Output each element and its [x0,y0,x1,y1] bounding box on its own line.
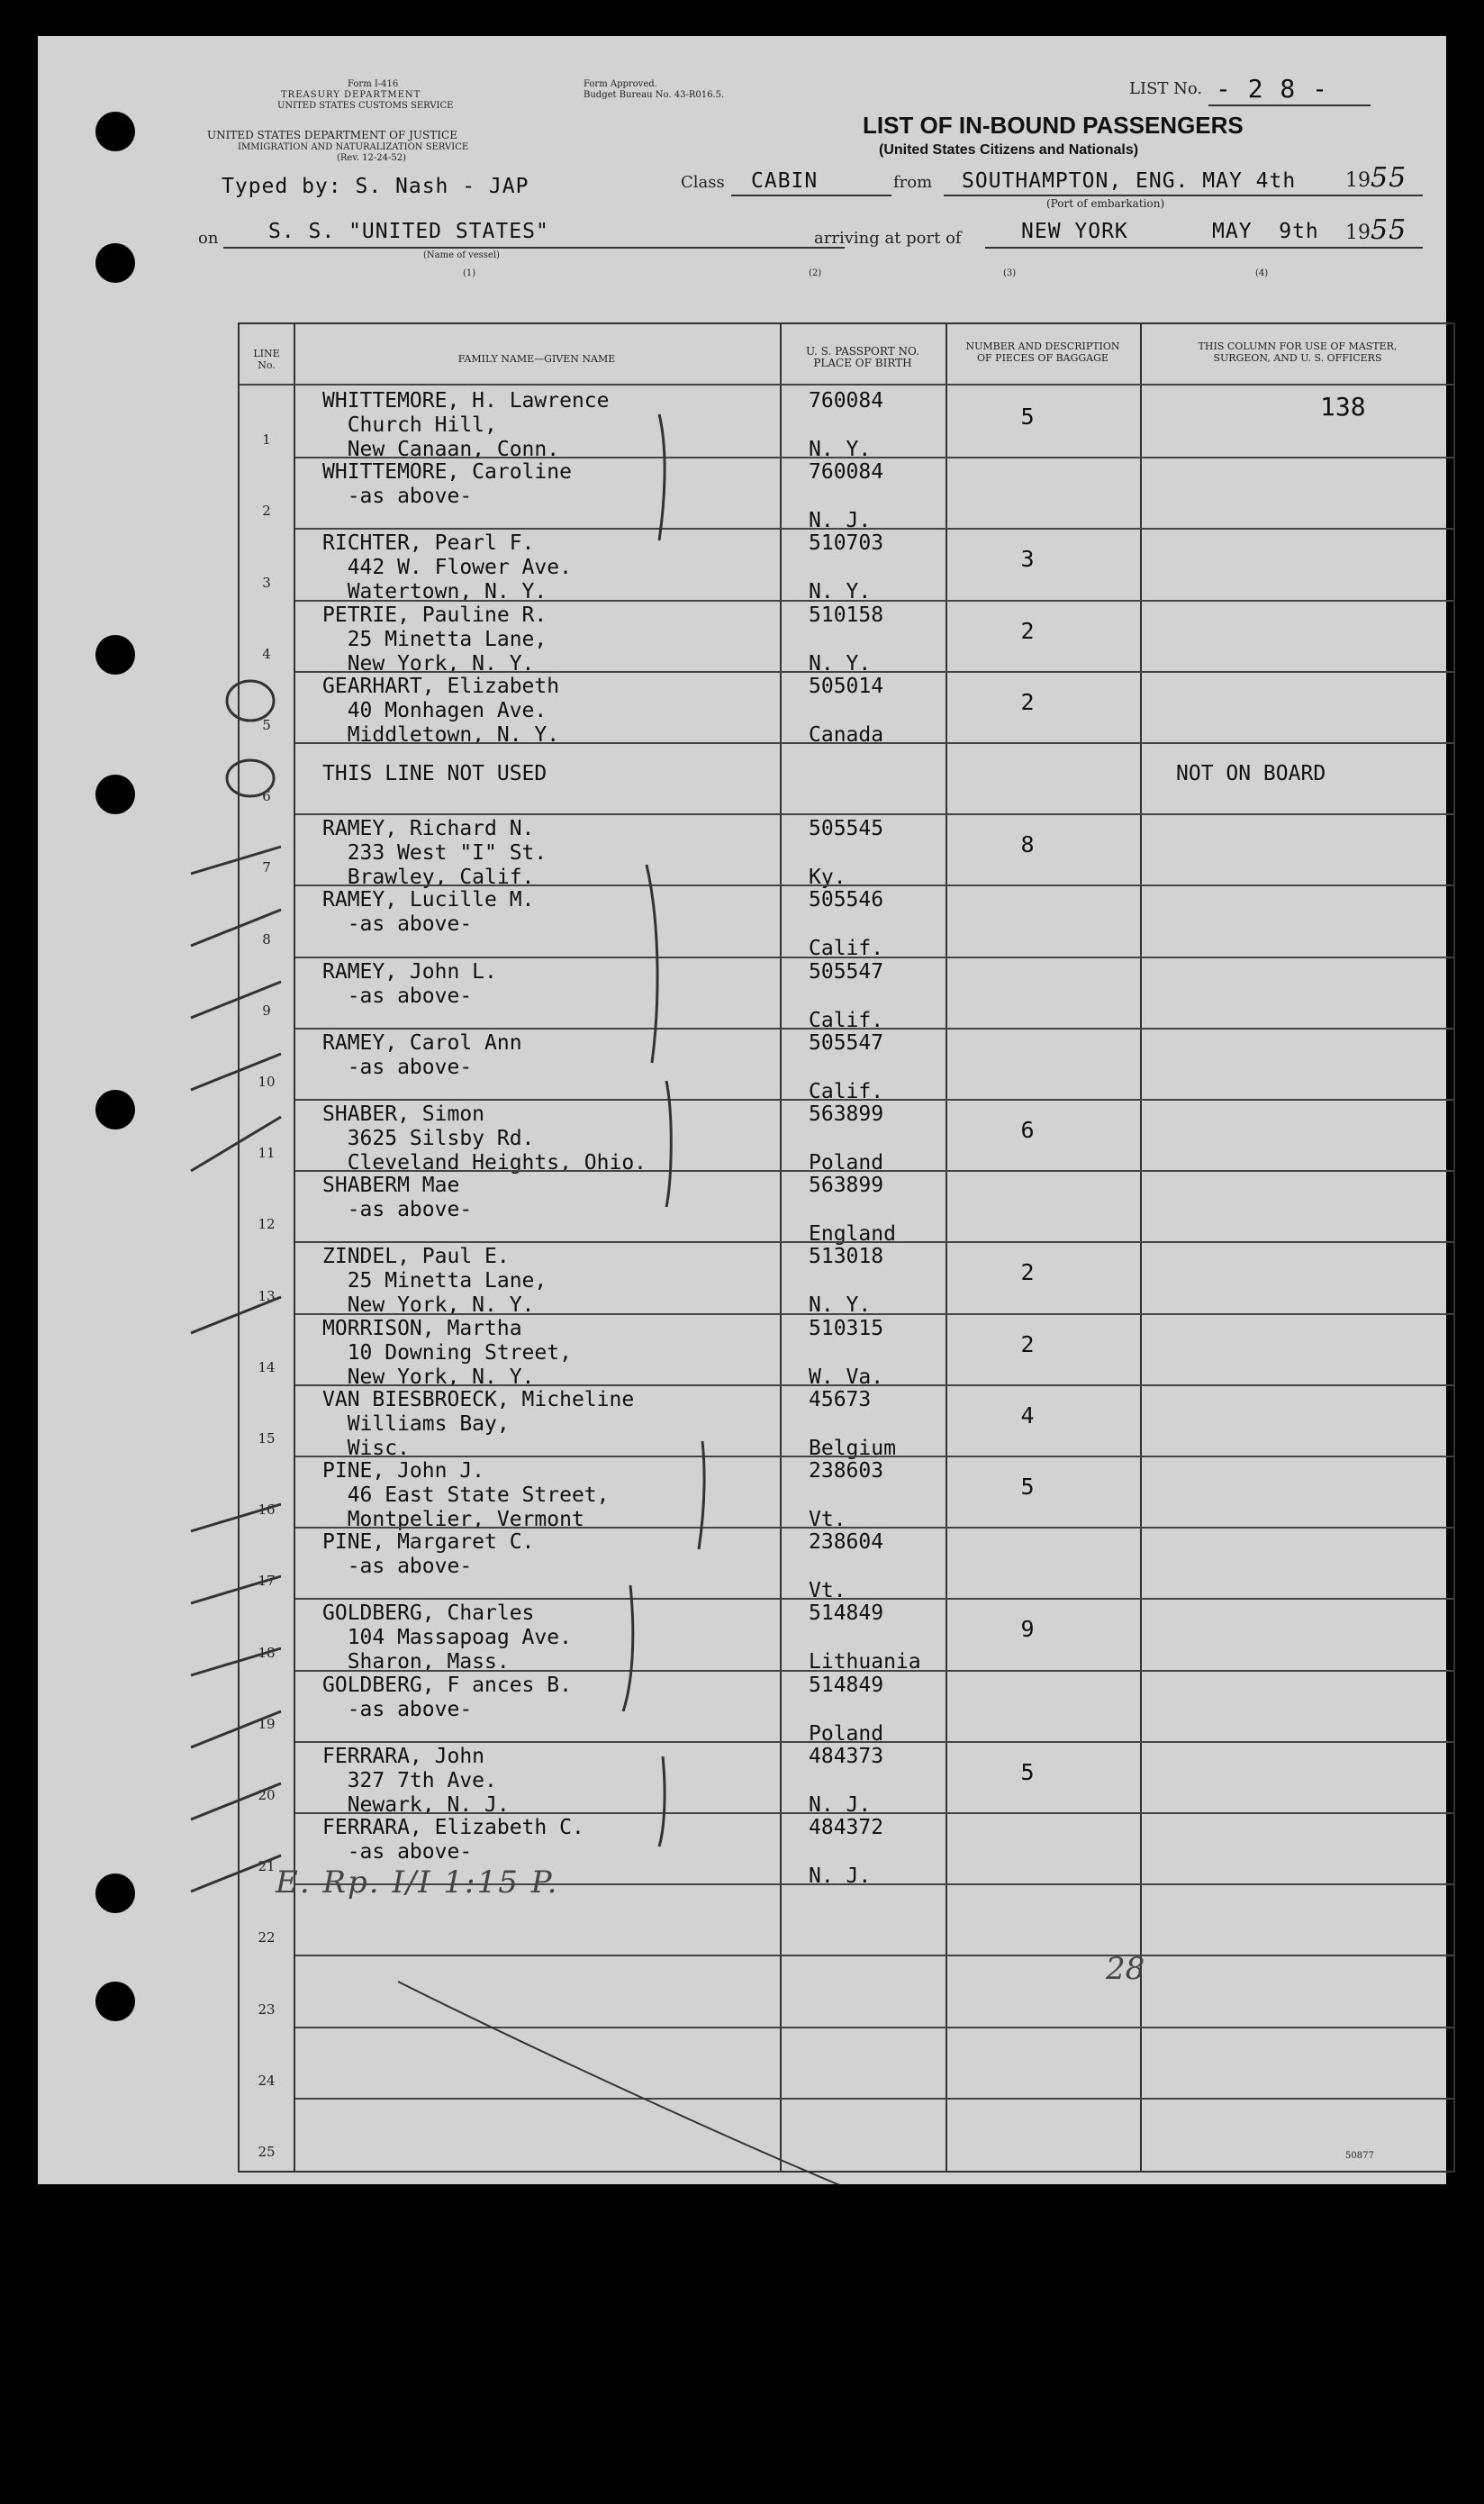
from-year: 55 [1371,162,1407,194]
entry-name: VAN BIESBROECK, Micheline Williams Bay, Wisc. [322,1387,635,1460]
arrival-year-prefix: 19 [1345,222,1371,244]
entry-passport: 510703 N. Y. [809,531,884,604]
entry-baggage: 6 [1020,1117,1035,1143]
entry-passport: 513018 N. Y. [809,1245,884,1318]
entry-name: GOLDBERG, Charles 104 Massapoag Ave. Sharon, Mass. [322,1601,572,1674]
entry-name: THIS LINE NOT USED [322,762,547,785]
entry-passport: 760084 N. Y. [809,389,884,461]
entry-baggage: 9 [1020,1616,1035,1643]
col-header-name: FAMILY NAME—GIVEN NAME [457,353,616,365]
col2-number: (2) [809,268,822,278]
entry-passport: 510315 W. Va. [809,1316,884,1389]
line-number: 2 [262,503,271,520]
circle-mark [227,681,274,721]
entry-baggage: 8 [1020,831,1035,858]
col-header-passport: U. S. PASSPORT NO. PLACE OF BIRTH [806,345,919,369]
circle-mark [227,760,274,796]
line-number: 19 [258,1715,276,1732]
list-number: - 2 8 - [1216,74,1329,104]
line-number: 15 [258,1430,276,1447]
typed-by: Typed by: S. Nash - JAP [222,175,529,198]
from-label: from [893,173,933,192]
line-number: 25 [258,2144,276,2160]
entry-passport: 563899 Poland [809,1102,884,1175]
from-year-prefix: 19 [1345,169,1371,192]
handwritten-note-line22: E. Rp. I/I 1:15 P. [276,1864,559,1901]
line-number: 7 [262,859,271,876]
class-label: Class [681,173,725,192]
entry-name: SHABERM Mae -as above- [322,1174,473,1222]
bracket-mark [699,1441,704,1549]
entry-name: SHABER, Simon 3625 Silsby Rd. Cleveland Heights, Ohio. [322,1102,647,1175]
entry-passport: 505546 Calif. [809,888,884,961]
entry-name: WHITTEMORE, Caroline -as above- [322,460,572,509]
line-number: 9 [262,1002,271,1019]
check-mark [191,1855,281,1892]
line-number: 17 [258,1573,276,1590]
check-mark [191,847,281,874]
check-mark [191,1783,281,1819]
bracket-mark [659,414,665,540]
entry-passport: 238604 Vt. [809,1530,884,1603]
entry-baggage: 5 [1020,404,1035,430]
revision-label: (Rev. 12-24-52) [337,153,407,163]
line-number: 21 [258,1858,276,1875]
entry-name: WHITTEMORE, H. Lawrence Church Hill, New Canaan, Conn. [322,389,610,461]
vessel-caption: (Name of vessel) [423,250,500,260]
line-number: 5 [262,717,271,733]
form-approved: Form Approved. [584,79,657,89]
col1-number: (1) [463,268,476,278]
arrival-date: MAY 9th [1212,220,1319,243]
entry-passport: 505547 Calif. [809,959,884,1032]
entry-officer: NOT ON BOARD [1176,762,1326,785]
entry-name: GOLDBERG, F ances B. -as above- [322,1673,572,1721]
line-number: 23 [258,2000,276,2018]
line-number: 4 [262,645,271,662]
check-mark [191,982,281,1018]
check-mark [191,910,281,946]
entry-officer: 138 [1320,392,1366,422]
entry-passport: 238603 Vt. [809,1459,884,1531]
line-number: 16 [258,1501,276,1519]
line-number: 3 [262,574,271,591]
immigration-label: IMMIGRATION AND NATURALIZATION SERVICE [238,142,469,152]
justice-label: UNITED STATES DEPARTMENT OF JUSTICE [207,129,457,141]
col-header-baggage: NUMBER AND DESCRIPTION OF PIECES OF BAGGAGE [965,340,1120,364]
line-number: 12 [258,1216,276,1233]
entry-name: FERRARA, Elizabeth C. -as above- [322,1816,584,1864]
budget-bureau: Budget Bureau No. 43-R016.5. [584,90,725,100]
entry-passport: 45673 Belgium [809,1387,896,1460]
entry-passport: 514849 Poland [809,1673,884,1746]
bracket-mark [659,1756,665,1846]
arrival-port: NEW YORK [1021,220,1128,243]
entry-name: ZINDEL, Paul E. 25 Minetta Lane, New York, N. Y. [322,1245,547,1318]
form-number: Form I-416 [348,79,399,89]
handwritten-note-line23: 28 [1106,1951,1145,1987]
port-caption: (Port of embarkation) [1046,197,1165,210]
entry-baggage: 4 [1020,1402,1035,1429]
entry-passport: 505014 Canada [809,674,884,747]
entry-name: PINE, Margaret C. -as above- [322,1530,535,1579]
entry-passport: 760084 N. J. [809,460,884,533]
entry-name: MORRISON, Martha 10 Downing Street, New York, N. Y. [322,1316,572,1389]
check-mark [191,1576,281,1603]
entry-name: RICHTER, Pearl F. 442 W. Flower Ave. Watertown, N. Y. [322,531,572,604]
entry-name: FERRARA, John 327 7th Ave. Newark, N. J. [322,1744,510,1817]
col3-number: (3) [1003,268,1017,278]
entry-passport: 505547 Calif. [809,1030,884,1103]
bracket-mark [666,1081,671,1207]
line-number: 22 [258,1929,276,1946]
col-header-line: LINE No. [253,348,280,371]
page-subtitle: (United States Citizens and Nationals) [879,142,1139,158]
entry-passport: 563899 England [809,1174,896,1247]
entry-name: RAMEY, Carol Ann -as above- [322,1030,522,1079]
line-number: 8 [262,930,271,948]
entry-baggage: 2 [1020,617,1035,644]
line-number: 20 [258,1787,276,1803]
customs-label: UNITED STATES CUSTOMS SERVICE [277,101,454,111]
line-number: 18 [258,1644,276,1661]
line-number: 6 [262,788,271,805]
class-value: CABIN [751,169,819,193]
arriving-label: arriving at port of [814,229,962,248]
entry-passport: 505545 Ky. [809,817,884,890]
entry-passport: 484373 N. J. [809,1744,884,1817]
col-header-officers: THIS COLUMN FOR USE OF MASTER, SURGEON, AND U. S. OFFICERS [1198,340,1398,364]
entry-baggage: 2 [1020,688,1035,715]
entry-name: RAMEY, Lucille M. -as above- [322,888,535,937]
entry-name: GEARHART, Elizabeth 40 Monhagen Ave. Middletown, N. Y. [322,674,560,747]
line-number: 10 [258,1074,276,1090]
entry-baggage: 2 [1020,1259,1035,1286]
check-mark [191,1504,281,1531]
list-label: LIST No. [1129,79,1203,98]
arrival-year: 55 [1371,214,1407,246]
page-title: LIST OF IN-BOUND PASSENGERS [863,112,1244,139]
entry-name: PINE, John J. 46 East State Street, Montpelier, Vermont [322,1459,610,1531]
check-mark [191,1054,281,1090]
pencil-marks [38,36,1446,2184]
entry-name: RAMEY, Richard N. 233 West "I" St. Brawley, Calif. [322,817,547,890]
entry-name: RAMEY, John L. -as above- [322,959,497,1008]
treasury-label: TREASURY DEPARTMENT [281,90,421,100]
entry-passport: 510158 N. Y. [809,603,884,676]
line-number: 1 [262,431,271,449]
footer-code: 50877 [1345,2151,1374,2161]
bracket-mark [623,1585,633,1711]
check-mark [191,1297,281,1333]
line-number: 11 [258,1145,276,1162]
check-mark [191,1711,281,1747]
embarkation: SOUTHAMPTON, ENG. MAY 4th [962,169,1297,193]
slash-mark [398,1982,848,2184]
vessel-name: S. S. "UNITED STATES" [268,220,549,243]
bracket-mark [647,865,657,1063]
entry-baggage: 2 [1020,1330,1035,1357]
entry-name: PETRIE, Pauline R. 25 Minetta Lane, New York, N. Y. [322,603,547,676]
entry-baggage: 3 [1020,546,1035,573]
line-number: 24 [258,2072,276,2089]
entry-passport: 484372 N. J. [809,1816,884,1888]
line-number: 14 [258,1358,276,1375]
entry-passport: 514849 Lithuania [809,1601,921,1674]
line-number: 13 [258,1287,276,1304]
document-page [38,36,1446,2184]
entry-baggage: 5 [1020,1758,1035,1785]
col4-number: (4) [1255,268,1269,278]
on-label: on [198,229,219,248]
check-mark [191,1117,281,1171]
entry-baggage: 5 [1020,1474,1035,1500]
check-mark [191,1648,281,1675]
